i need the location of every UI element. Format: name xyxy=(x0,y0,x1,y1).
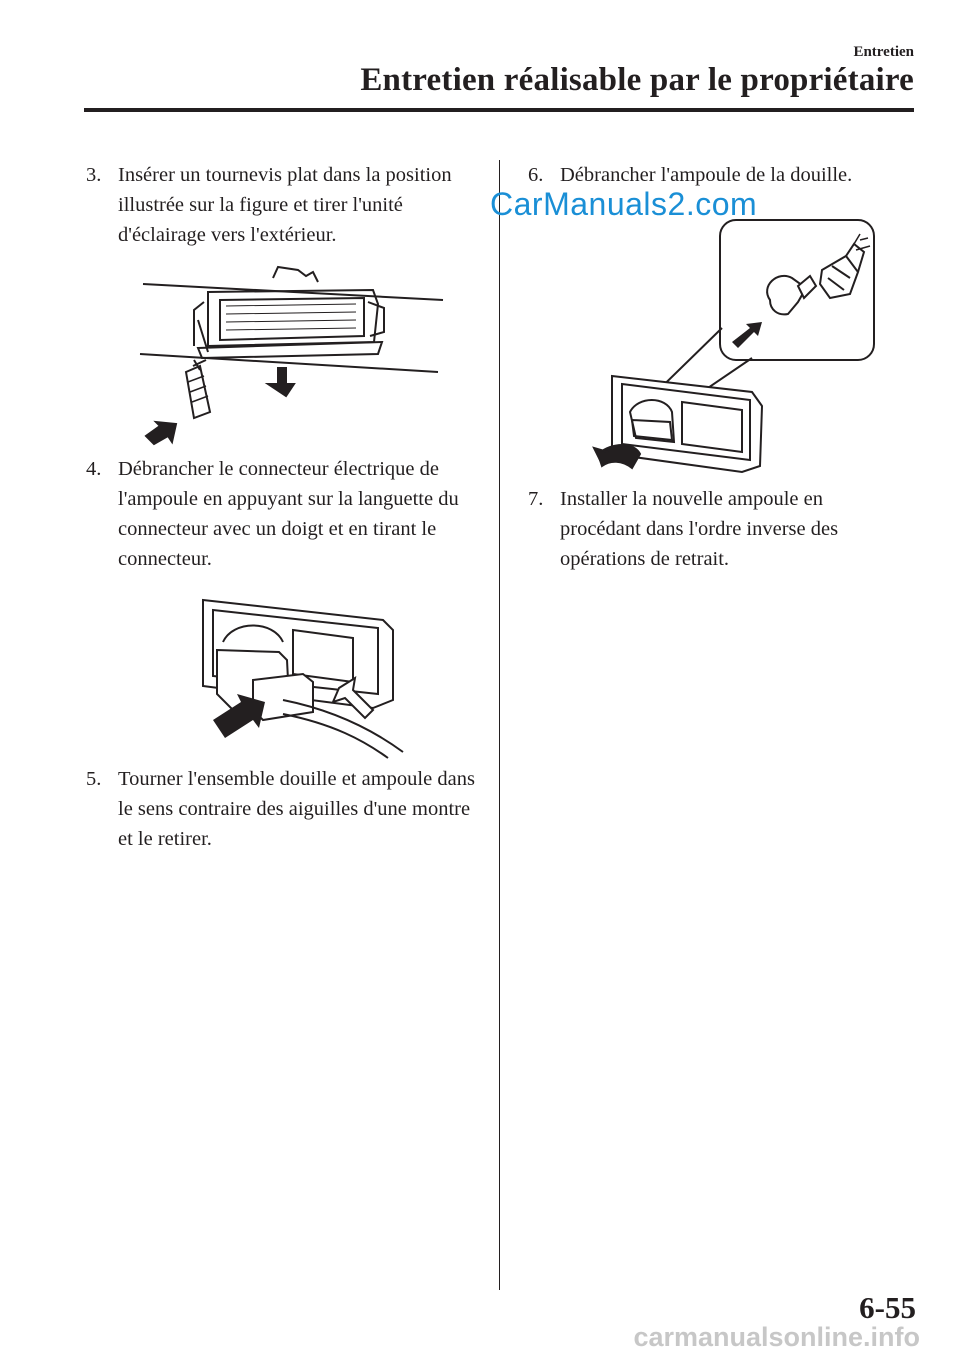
page-number: 6-55 xyxy=(859,1290,916,1325)
step-text: Tourner l'ensemble douille et ampoule dans le sens contraire des aiguilles d'une montre et le retirer. xyxy=(118,768,475,850)
step-number: 3. xyxy=(86,164,102,186)
step-number: 4. xyxy=(86,458,102,480)
step-text: Insérer un tournevis plat dans la position illustrée sur la figure et tirer l'unité d'éclairage vers l'extérieur. xyxy=(118,164,452,246)
header-section-label: Entretien xyxy=(853,44,914,60)
header-title: Entretien réalisable par le propriétaire xyxy=(360,62,914,98)
figure-screwdriver-lamp-removal xyxy=(138,262,448,452)
figure-connector-disconnect xyxy=(183,590,405,758)
step-3 xyxy=(86,160,470,250)
step-text: Installer la nouvelle ampoule en procédant dans l'ordre inverse des opérations de retrait. xyxy=(560,488,839,570)
step-number: 5. xyxy=(86,768,102,790)
step-7 xyxy=(528,484,898,574)
watermark-carmanuals2: CarManuals2.com xyxy=(490,186,758,222)
step-4 xyxy=(86,454,476,574)
column-divider xyxy=(499,160,500,1290)
step-5 xyxy=(86,764,476,854)
step-text: Débrancher le connecteur électrique de l'ampoule en appuyant sur la languette du connecteur avec un doigt et en tirant le connecteur. xyxy=(118,458,459,570)
step-text: Débrancher l'ampoule de la douille. xyxy=(560,164,853,186)
watermark-carmanualsonline: carmanualsonline.info xyxy=(633,1322,920,1352)
step-number: 6. xyxy=(528,164,544,186)
header-rule xyxy=(84,108,914,112)
figure-bulb-removal xyxy=(592,216,878,480)
step-number: 7. xyxy=(528,488,544,510)
